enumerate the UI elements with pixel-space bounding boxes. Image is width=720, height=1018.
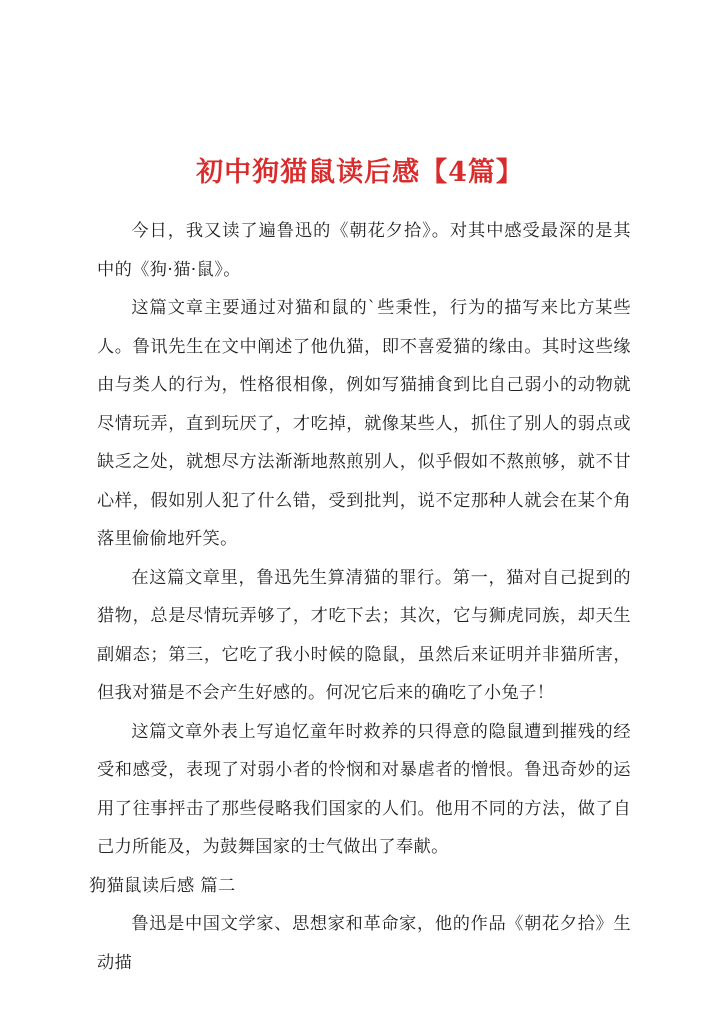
document-body xyxy=(89,212,631,982)
section-heading: 狗猫鼠读后感 篇二 xyxy=(89,875,236,896)
paragraph-2: 这篇文章主要通过对猫和鼠的`些秉性，行为的描写来比方某些人。鲁讯先生在文中阐述了他仇猫，即不喜爱猫的缘由。其时这些缘由与类人的行为，性格很相像，例如写猫捕食到比自己弱小的动物就尽情玩弄，直到玩厌了，才吃掉，就像某些人，抓住了别人的弱点或缺乏之处，就想尽方法渐渐地熬煎别人，似乎假如不熬煎够，就不甘心样，假如别人犯了什么错，受到批判，说不定那种人就会在某个角落里偷偷地歼笑。 xyxy=(97,298,631,549)
page-title: 初中狗猫鼠读后感【4篇】 xyxy=(196,157,524,188)
paragraph-3: 在这篇文章里，鲁迅先生算清猫的罪行。第一，猫对自己捉到的猎物，总是尽情玩弄够了，才吃下去；其次，它与狮虎同族，却天生副媚态；第三，它吃了我小时候的隐鼠，虽然后来证明并非猫所害，但我对猫是不会产生好感的。何况它后来的确吃了小兔子！ xyxy=(97,567,631,703)
paragraph-1: 今日，我又读了遍鲁迅的《朝花夕拾》。对其中感受最深的是其中的《狗·猫·鼠》。 xyxy=(97,221,631,280)
paragraph-4: 这篇文章外表上写追忆童年时救养的只得意的隐鼠遭到摧残的经受和感受，表现了对弱小者的怜悯和对暴虐者的憎恨。鲁迅奇妙的运用了往事抨击了那些侵略我们国家的人们。他用不同的方法，做了自己力所能及，为鼓舞国家的士气做出了奉献。 xyxy=(97,721,631,857)
paragraph-5: 鲁迅是中国文学家、思想家和革命家，他的作品《朝花夕拾》生动描 xyxy=(97,914,631,973)
